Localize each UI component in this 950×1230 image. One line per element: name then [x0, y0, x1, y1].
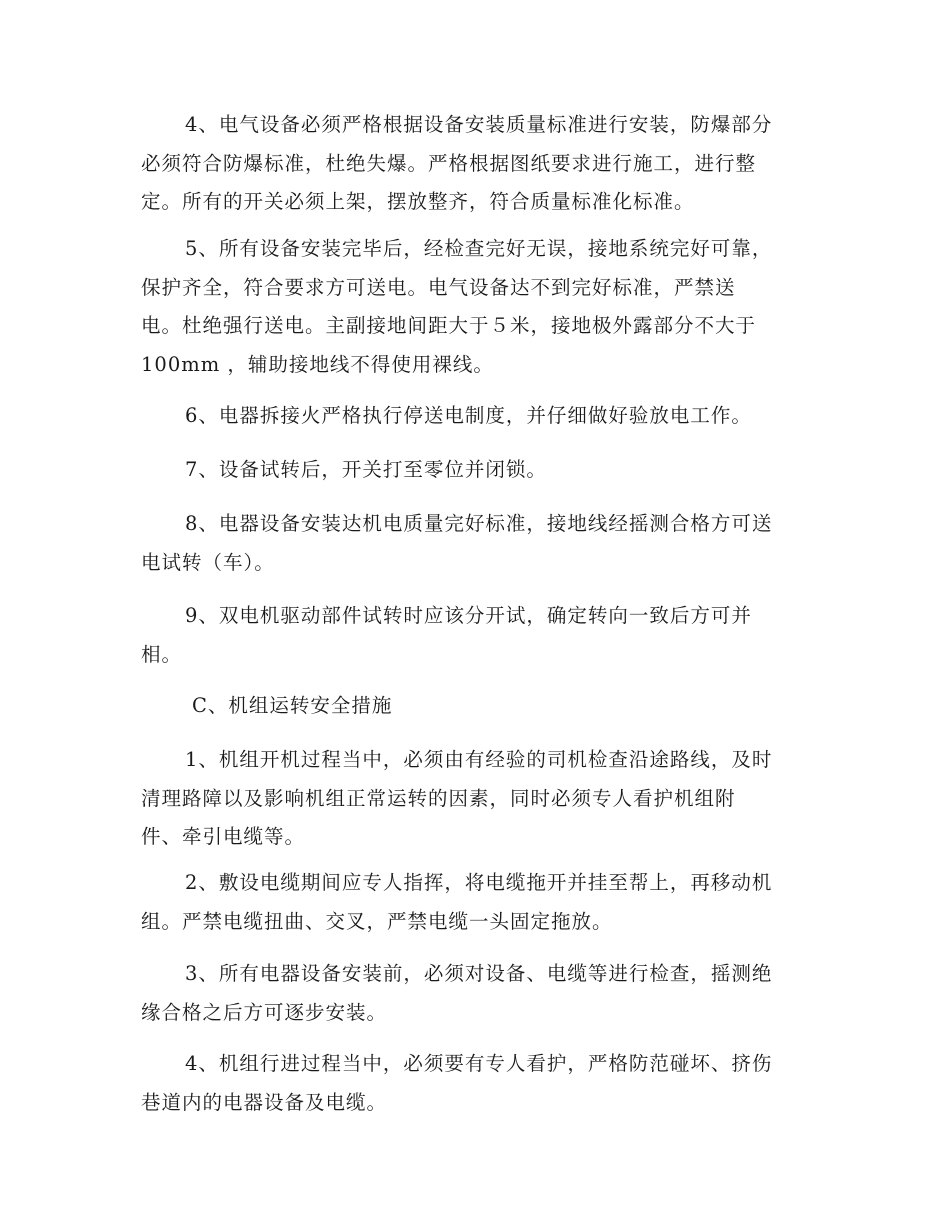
text-line: 组。严禁电缆扭曲、交叉，严禁电缆一头固定拖放。	[141, 909, 613, 933]
text-line: 6、电器拆接火严格执行停送电制度，并仔细做好验放电工作。	[185, 404, 752, 427]
paragraph-c4-travel	[141, 1045, 809, 1122]
paragraph-item-9-dual-motor	[141, 597, 809, 674]
text-line: 定。所有的开关必须上架，摆放整齐，符合质量标准化标准。	[141, 190, 695, 213]
text-line: 3、所有电器设备安装前，必须对设备、电缆等进行检查，摇测绝	[185, 962, 773, 985]
text-line: 电试转（车）。	[141, 550, 275, 574]
paragraph-c3-inspection	[141, 955, 809, 1032]
heading-text: C、机组运转安全措施	[192, 694, 393, 717]
paragraph-item-8-quality	[141, 505, 809, 582]
text-line: 件、牵引电缆等。	[141, 825, 306, 848]
paragraph-item-7-test-run	[141, 451, 809, 490]
text-line: 9、双电机驱动部件试转时应该分开试，确定转向一致后方可并	[185, 604, 752, 627]
text-line: 5、所有设备安装完毕后，经检查完好无误，接地系统完好可靠，	[185, 237, 773, 260]
section-heading-c	[141, 687, 809, 726]
text-line: 8、电器设备安装达机电质量完好标准，接地线经摇测合格方可送	[185, 512, 773, 535]
text-line: 4、机组行进过程当中，必须要有专人看护，严格防范碰坏、挤伤	[185, 1052, 773, 1075]
text-line: 缘合格之后方可逐步安装。	[141, 1000, 388, 1024]
text-line: 7、设备试转后，开关打至零位并闭锁。	[185, 458, 547, 481]
paragraph-c1-startup	[141, 741, 809, 857]
text-line: 巷道内的电器设备及电缆。	[141, 1090, 388, 1114]
paragraph-item-5-power-on	[141, 230, 809, 384]
paragraph-c2-cable-laying	[141, 864, 809, 941]
text-line: 清理路障以及影响机组正常运转的因素，同时必须专人看护机组附	[141, 786, 736, 810]
paragraph-item-6-disconnect	[141, 397, 809, 436]
text-line: 100mm ，辅助接地线不得使用裸线。	[141, 352, 494, 376]
text-line: 2、敷设电缆期间应专人指挥，将电缆拖开并挂至帮上，再移动机	[185, 871, 773, 894]
text-line: 保护齐全，符合要求方可送电。电气设备达不到完好标准，严禁送	[141, 275, 736, 299]
text-line: 4、电气设备必须严格根据设备安装质量标准进行安装，防爆部分	[185, 113, 773, 136]
text-line: 相。	[141, 642, 183, 666]
text-line: 1、机组开机过程当中，必须由有经验的司机检查沿途路线，及时	[185, 748, 773, 771]
text-line: 必须符合防爆标准，杜绝失爆。严格根据图纸要求进行施工，进行整	[141, 151, 757, 175]
text-line: 电。杜绝强行送电。主副接地间距大于５米，接地极外露部分不大于	[141, 314, 757, 337]
paragraph-item-4-explosion-proof	[141, 106, 809, 222]
